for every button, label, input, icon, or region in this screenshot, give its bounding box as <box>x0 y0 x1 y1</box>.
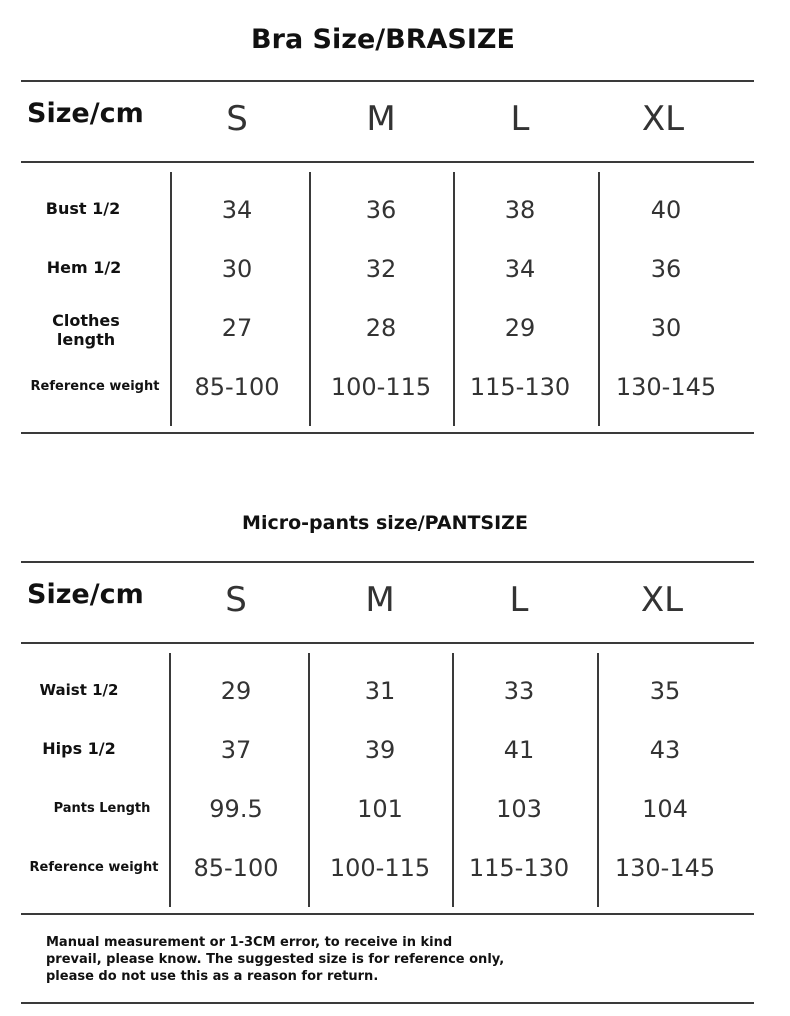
pants-size-s: S <box>225 580 247 620</box>
bra-cell: 28 <box>365 314 397 342</box>
bra-size-label: Size/cm <box>27 98 144 129</box>
bra-cell: 29 <box>504 314 536 342</box>
bra-row-label-bust: Bust 1/2 <box>45 199 121 218</box>
pants-row-label-hips: Hips 1/2 <box>42 739 116 758</box>
divider <box>21 642 754 644</box>
pants-cell: 43 <box>649 736 681 764</box>
divider <box>21 1002 754 1004</box>
bra-size-xl: XL <box>641 99 685 139</box>
bra-cell: 30 <box>221 255 253 283</box>
pants-cell: 99.5 <box>209 795 263 823</box>
bra-size-s: S <box>226 99 248 139</box>
bra-cell: 30 <box>650 314 682 342</box>
pants-cell: 100-115 <box>329 854 431 882</box>
pants-cell: 37 <box>220 736 252 764</box>
pants-cell: 39 <box>364 736 396 764</box>
pants-cell: 33 <box>503 677 535 705</box>
disclaimer-line: prevail, please know. The suggested size is for reference only, <box>46 952 505 967</box>
pants-cell: 101 <box>357 795 403 823</box>
bra-cell: 38 <box>504 196 536 224</box>
bra-cell: 34 <box>504 255 536 283</box>
bra-size-m: M <box>366 99 396 139</box>
pants-cell: 41 <box>503 736 535 764</box>
pants-size-xl: XL <box>640 580 684 620</box>
pants-cell: 85-100 <box>193 854 279 882</box>
disclaimer-line: please do not use this as a reason for return. <box>46 969 379 984</box>
pants-cell: 115-130 <box>468 854 570 882</box>
bra-cell: 36 <box>365 196 397 224</box>
divider <box>21 561 754 563</box>
divider <box>21 913 754 915</box>
bra-row-label-hem: Hem 1/2 <box>46 258 122 277</box>
bra-row-label-reference-weight: Reference weight <box>30 379 160 394</box>
bra-cell: 85-100 <box>194 373 280 401</box>
pants-size-l: L <box>509 580 529 620</box>
divider <box>21 161 754 163</box>
bra-cell: 32 <box>365 255 397 283</box>
divider <box>21 80 754 82</box>
pants-cell: 29 <box>220 677 252 705</box>
disclaimer-note <box>46 934 516 985</box>
pants-cell: 104 <box>642 795 688 823</box>
bra-cell: 40 <box>650 196 682 224</box>
pants-cell: 130-145 <box>614 854 716 882</box>
bra-size-l: L <box>510 99 530 139</box>
pants-cell: 35 <box>649 677 681 705</box>
pants-table-title: Micro-pants size/PANTSIZE <box>242 512 528 534</box>
bra-table-title: Bra Size/BRASIZE <box>251 24 515 55</box>
bra-cell: 36 <box>650 255 682 283</box>
pants-row-label-pants-length: Pants Length <box>53 801 151 816</box>
pants-cell: 31 <box>364 677 396 705</box>
bra-cell: 115-130 <box>469 373 571 401</box>
bra-cell: 34 <box>221 196 253 224</box>
disclaimer-line: Manual measurement or 1-3CM error, to receive in kind <box>46 935 453 950</box>
bra-cell: 27 <box>221 314 253 342</box>
pants-size-label: Size/cm <box>27 579 144 610</box>
pants-cell: 103 <box>496 795 542 823</box>
divider <box>21 432 754 434</box>
pants-size-m: M <box>365 580 395 620</box>
bra-cell: 130-145 <box>615 373 717 401</box>
bra-row-label-clothes-length: Clothes length <box>52 311 120 349</box>
pants-row-label-waist: Waist 1/2 <box>39 681 119 699</box>
bra-cell: 100-115 <box>330 373 432 401</box>
pants-row-label-reference-weight: Reference weight <box>29 860 159 875</box>
